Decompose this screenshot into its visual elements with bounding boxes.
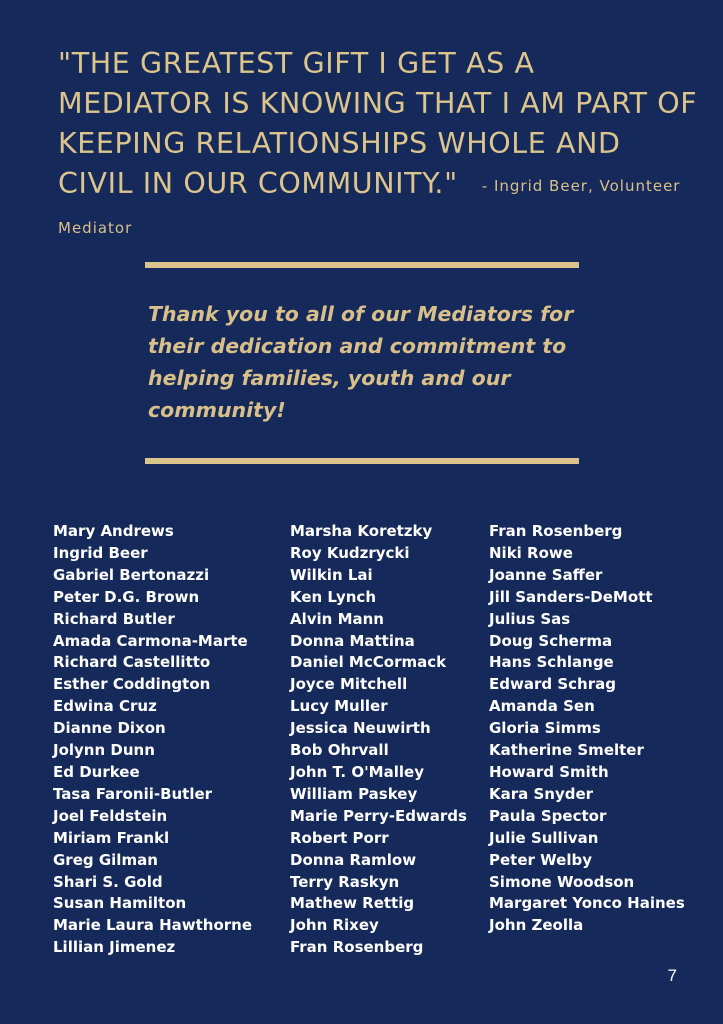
mediator-name: Julie Sullivan: [489, 828, 599, 847]
mediator-name: Paula Spector: [489, 806, 607, 825]
mediator-name: Peter D.G. Brown: [53, 587, 200, 606]
mediator-name: Ed Durkee: [53, 762, 140, 781]
mediator-name: John Zeolla: [489, 916, 584, 935]
mediator-name: Amada Carmona-Marte: [53, 631, 248, 650]
mediator-name: Alvin Mann: [290, 609, 384, 628]
mediator-name: Simone Woodson: [489, 872, 635, 891]
mediator-name: William Paskey: [290, 784, 418, 803]
top-divider: [145, 262, 579, 268]
bottom-divider: [145, 458, 579, 464]
mediator-name: Gabriel Bertonazzi: [53, 565, 210, 584]
mediator-name: Dianne Dixon: [53, 719, 166, 738]
mediator-name: Edwina Cruz: [53, 697, 157, 716]
mediator-name: Richard Castellitto: [53, 653, 211, 672]
mediator-name: Howard Smith: [489, 762, 609, 781]
mediator-name: Fran Rosenberg: [489, 522, 623, 540]
mediator-name: Amanda Sen: [489, 697, 595, 716]
mediator-name: Lillian Jimenez: [53, 938, 176, 957]
mediator-name: Marie Laura Hawthorne: [53, 916, 253, 935]
mediator-name: Julius Sas: [489, 609, 571, 628]
mediator-name: Jill Sanders-DeMott: [489, 587, 653, 606]
mediator-name: Marie Perry-Edwards: [290, 806, 467, 825]
mediator-name: Fran Rosenberg: [290, 938, 424, 957]
mediator-name: Ken Lynch: [290, 587, 377, 606]
mediator-name: Mathew Rettig: [290, 894, 415, 913]
mediator-name: Shari S. Gold: [53, 872, 163, 891]
mediator-name: Richard Butler: [53, 609, 175, 628]
mediator-name: Katherine Smelter: [489, 741, 644, 760]
mediator-name: Joyce Mitchell: [290, 675, 408, 694]
quote-text: "THE GREATEST GIFT I GET AS A MEDIATOR IS KNOWING THAT I AM PART OF KEEPING RELATIONSHIPS WHOLE AND CIVIL IN OUR COMMUNITY.": [58, 47, 698, 200]
mediator-list-column-1: [53, 521, 252, 959]
mediator-name: Susan Hamilton: [53, 894, 187, 913]
mediator-list-column-2: [290, 521, 467, 959]
mediator-name: John Rixey: [290, 916, 379, 935]
mediator-name: Esther Coddington: [53, 675, 211, 694]
mediator-name: Mary Andrews: [53, 522, 174, 540]
pull-quote: [58, 44, 698, 248]
mediator-name: Gloria Simms: [489, 719, 601, 738]
mediator-name: Robert Porr: [290, 828, 389, 847]
mediator-name: John T. O'Malley: [290, 762, 424, 781]
mediator-name: Joel Feldstein: [53, 806, 168, 825]
mediator-name: Niki Rowe: [489, 543, 573, 562]
mediator-name: Daniel McCormack: [290, 653, 447, 672]
mediator-name: Terry Raskyn: [290, 872, 400, 891]
mediator-name: Jolynn Dunn: [53, 741, 155, 760]
mediator-name: Roy Kudzrycki: [290, 543, 410, 562]
mediator-name: Tasa Faronii-Butler: [53, 784, 213, 803]
mediator-name: Donna Ramlow: [290, 850, 417, 869]
mediator-name: Peter Welby: [489, 850, 592, 869]
mediator-name: Marsha Koretzky: [290, 522, 433, 540]
mediator-name: Greg Gilman: [53, 850, 158, 869]
mediator-name: Margaret Yonco Haines: [489, 894, 685, 913]
mediator-name: Edward Schrag: [489, 675, 616, 694]
mediator-name: Hans Schlange: [489, 653, 614, 672]
page-number: 7: [667, 966, 677, 985]
mediator-name: Joanne Saffer: [489, 565, 603, 584]
mediator-name: Doug Scherma: [489, 631, 613, 650]
mediator-name: Kara Snyder: [489, 784, 594, 803]
mediator-name: Jessica Neuwirth: [290, 719, 431, 738]
mediator-name: Donna Mattina: [290, 631, 415, 650]
mediator-name: Ingrid Beer: [53, 543, 148, 562]
mediator-name: Lucy Muller: [290, 697, 388, 716]
mediator-name: Wilkin Lai: [290, 565, 373, 584]
mediator-name: Bob Ohrvall: [290, 741, 389, 760]
mediator-name: Miriam Frankl: [53, 828, 170, 847]
mediator-list-column-3: [489, 521, 685, 937]
quote-attribution: - Ingrid Beer, Volunteer Mediator: [58, 177, 681, 237]
thank-you-message: Thank you to all of our Mediators for their dedication and commitment to helping families, youth and our community!: [148, 302, 574, 422]
